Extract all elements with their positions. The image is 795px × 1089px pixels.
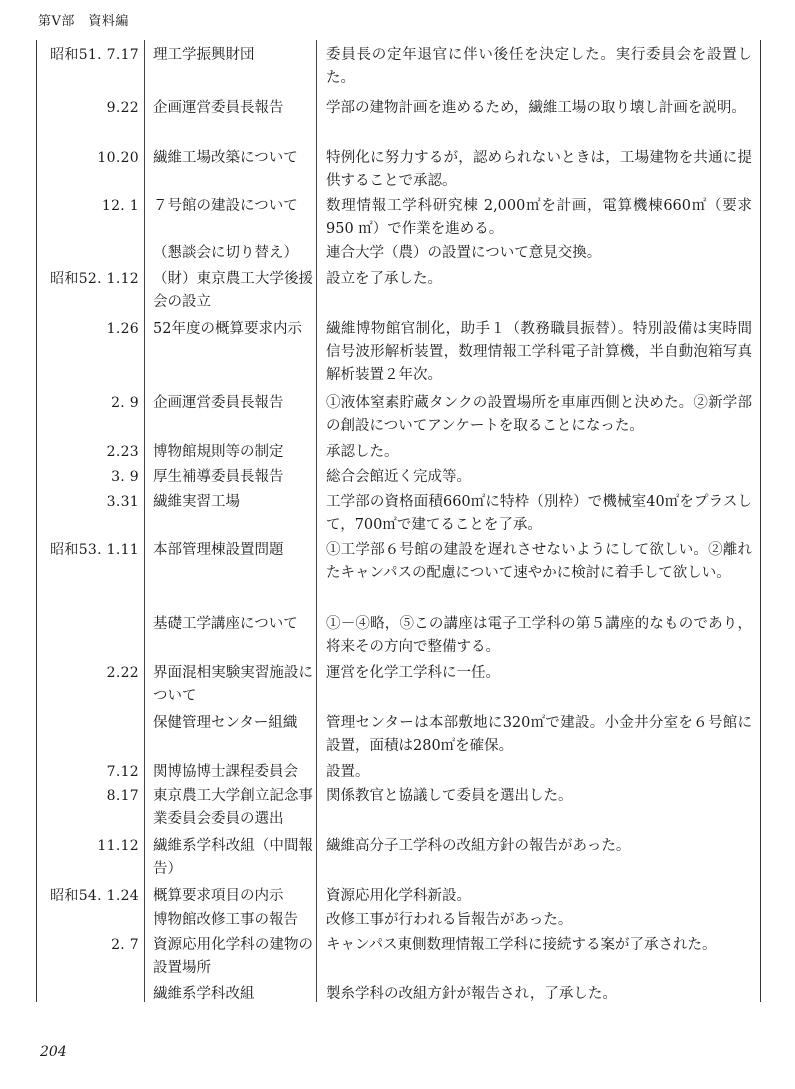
row-content: 設置。	[326, 764, 370, 780]
row-date: 12. 1	[101, 198, 139, 214]
row-content: 連合大学（農）の設置について意見交換。	[326, 245, 602, 261]
row-item: 繊維工場改築について	[153, 150, 298, 166]
row-item: 企画運営委員長報告	[153, 100, 284, 116]
row-date: 3. 9	[111, 469, 139, 485]
row-content: 総合会館近く完成等。	[326, 469, 471, 485]
row-content: 資源応用化学科新設。	[326, 888, 471, 904]
row-date: 10.20	[97, 150, 139, 166]
row-content: 学部の建物計画を進めるため，繊維工場の取り壊し計画を説明。	[326, 100, 746, 116]
row-item: 東京農工大学創立記念事業委員会委員の選出	[153, 788, 313, 827]
row-content: 工学部の資格面積660㎡に特枠（別枠）で機械室40㎡をプラスして，700㎡で建てることを了承。	[326, 494, 752, 533]
row-date: 2.23	[106, 444, 139, 460]
row-content: 設立を了承した。	[326, 271, 442, 287]
row-content: 繊維高分子工学科の改組方針の報告があった。	[326, 838, 631, 854]
row-content: 製糸学科の改組方針が報告され，了承した。	[326, 986, 617, 1002]
row-content: 数理情報工学科研究棟 2,000㎡を計画，電算機棟660㎡（要求 950 ㎡）で作業を進める。	[326, 198, 752, 237]
row-content: 繊維博物館官制化，助手１（教務職員振替）。特別設備は実時間信号波形解析装置，数理情報工学科電子計算機，半自動泡箱写真解析装置２年次。	[326, 321, 752, 383]
row-content: 関係教官と協議して委員を選出した。	[326, 788, 573, 804]
row-item: 理工学振興財団	[153, 47, 255, 63]
page-number: 204	[40, 1044, 67, 1060]
row-date: 昭和52. 1.12	[50, 271, 139, 287]
row-item: 資源応用化学科の建物の設置場所	[153, 937, 313, 976]
row-content: 委員長の定年退官に伴い後任を決定した。実行委員会を設置した。	[326, 47, 752, 86]
column-divider	[144, 40, 145, 1002]
row-item: ７号館の建設について	[153, 198, 298, 214]
row-item: 基礎工学講座について	[153, 616, 298, 632]
row-date: 昭和53. 1.11	[50, 542, 139, 558]
row-item: （懇談会に切り替え）	[153, 245, 298, 261]
row-date: 昭和51. 7.17	[50, 47, 139, 63]
row-content: ①－④略，⑤この講座は電子工学科の第５講座的なものであり，将来その方向で整備する。	[326, 616, 752, 655]
row-date: 7.12	[106, 764, 139, 780]
row-item: （財）東京農工大学後援会の設立	[153, 271, 313, 310]
row-item: 博物館規則等の制定	[153, 444, 284, 460]
section-header: 第Ⅴ部 資料編	[38, 14, 129, 29]
row-date: 2.22	[106, 665, 139, 681]
row-content: ①液体窒素貯蔵タンクの設置場所を車庫西側と決めた。②新学部の創設についてアンケートを取ることになった。	[326, 395, 752, 434]
row-content: 運営を化学工学科に一任。	[326, 665, 500, 681]
row-item: 界面混相実験実習施設について	[153, 665, 313, 704]
row-item: 52年度の概算要求内示	[153, 321, 302, 337]
row-item: 繊維実習工場	[153, 494, 240, 510]
row-item: 繊維系学科改組（中間報告）	[153, 838, 313, 877]
row-item: 本部管理棟設置問題	[153, 542, 284, 558]
row-date: 2. 9	[111, 395, 139, 411]
row-content: 承認した。	[326, 444, 399, 460]
row-date: 3.31	[106, 494, 139, 510]
row-item: 企画運営委員長報告	[153, 395, 284, 411]
row-content: 改修工事が行われる旨報告があった。	[326, 912, 573, 928]
row-date: 11.12	[97, 838, 139, 854]
row-item: 保健管理センター組織	[153, 715, 298, 731]
row-content: 管理センターは本部敷地に320㎡で建設。小金井分室を６号館に設置，面積は280㎡を確保。	[326, 715, 752, 754]
row-item: 厚生補導委員長報告	[153, 469, 284, 485]
row-item: 博物館改修工事の報告	[153, 912, 298, 928]
row-date: 9.22	[106, 100, 139, 116]
row-item: 関博協博士課程委員会	[153, 764, 298, 780]
row-content: ①工学部６号館の建設を遅れさせないようにして欲しい。②離れたキャンパスの配慮について速やかに検討に着手して欲しい。	[326, 542, 752, 581]
chronology-table	[36, 40, 761, 1002]
row-date: 8.17	[106, 788, 139, 804]
row-date: 昭和54. 1.24	[50, 888, 139, 904]
row-date: 1.26	[106, 321, 139, 337]
row-date: 2. 7	[111, 937, 139, 953]
column-divider	[316, 40, 317, 1002]
row-item: 繊維系学科改組	[153, 986, 255, 1002]
row-item: 概算要求項目の内示	[153, 888, 284, 904]
row-content: キャンパス東側数理情報工学科に接続する案が了承された。	[326, 937, 717, 953]
row-content: 特例化に努力するが，認められないときは，工場建物を共通に提供することで承認。	[326, 150, 752, 189]
